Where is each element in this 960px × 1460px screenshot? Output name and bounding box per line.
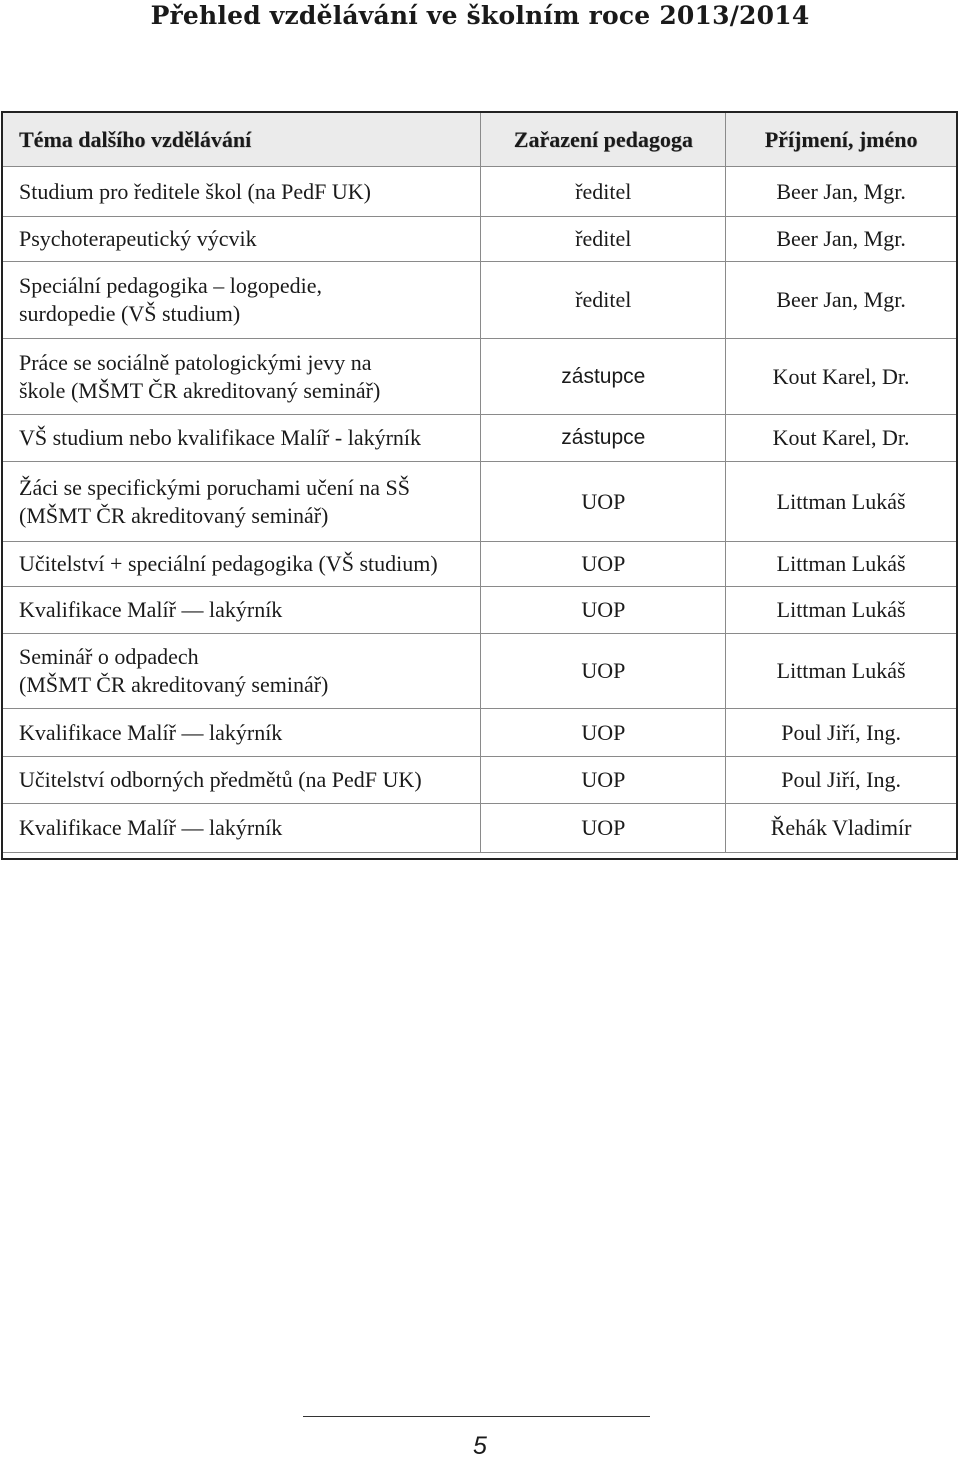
name-cell: Littman Lukáš — [726, 587, 957, 634]
topic-cell: Učitelství + speciální pedagogika (VŠ studium) — [3, 542, 481, 587]
topic-cell — [3, 262, 481, 339]
position-cell: UOP — [481, 634, 726, 709]
topic-cell: Psychoterapeutický výcvik — [3, 217, 481, 262]
topic-line: Žáci se specifickými poruchami učení na SŠ — [19, 474, 410, 500]
position-cell: zástupce — [481, 415, 726, 462]
topic-line: Speciální pedagogika – logopedie, — [19, 273, 323, 298]
name-cell: Řehák Vladimír — [726, 804, 957, 853]
position-cell: UOP — [481, 709, 726, 757]
column-header-name: Příjmení, jméno — [726, 113, 957, 167]
name-cell: Poul Jiří, Ing. — [726, 757, 957, 804]
topic-line: Seminář o odpadech — [19, 644, 199, 669]
topic-line: surdopedie (VŠ studium) — [19, 301, 241, 326]
table-row — [3, 415, 957, 462]
topic-cell — [3, 462, 481, 542]
table-row — [3, 804, 957, 853]
name-cell: Beer Jan, Mgr. — [726, 217, 957, 262]
name-cell: Littman Lukáš — [726, 542, 957, 587]
name-cell: Beer Jan, Mgr. — [726, 262, 957, 339]
table-row — [3, 339, 957, 415]
table-row — [3, 542, 957, 587]
name-cell: Littman Lukáš — [726, 462, 957, 542]
position-cell: UOP — [481, 804, 726, 853]
topic-cell: Studium pro ředitele škol (na PedF UK) — [3, 167, 481, 217]
position-cell: ředitel — [481, 262, 726, 339]
table-header-row — [3, 113, 957, 167]
name-cell: Kout Karel, Dr. — [726, 339, 957, 415]
topic-cell: Kvalifikace Malíř — lakýrník — [3, 804, 481, 853]
name-cell: Beer Jan, Mgr. — [726, 167, 957, 217]
topic-cell — [3, 339, 481, 415]
table-row — [3, 634, 957, 709]
table-row — [3, 757, 957, 804]
footer-divider — [303, 1416, 650, 1417]
topic-cell: Učitelství odborných předmětů (na PedF UK) — [3, 757, 481, 804]
position-cell: ředitel — [481, 167, 726, 217]
table-row — [3, 462, 957, 542]
topic-line: Práce se sociálně patologickými jevy na — [19, 349, 372, 375]
education-table — [2, 112, 957, 853]
name-cell: Poul Jiří, Ing. — [726, 709, 957, 757]
topic-cell: Kvalifikace Malíř — lakýrník — [3, 587, 481, 634]
table-row — [3, 709, 957, 757]
position-cell: UOP — [481, 757, 726, 804]
topic-cell: VŠ studium nebo kvalifikace Malíř - lakýrník — [3, 415, 481, 462]
table-row — [3, 262, 957, 339]
topic-line: (MŠMT ČR akreditovaný seminář) — [19, 672, 329, 697]
column-header-position: Zařazení pedagoga — [481, 113, 726, 167]
page-number: 5 — [473, 1432, 487, 1460]
position-cell: UOP — [481, 587, 726, 634]
topic-line: (MŠMT ČR akreditovaný seminář) — [19, 502, 329, 528]
table-row — [3, 587, 957, 634]
name-cell: Littman Lukáš — [726, 634, 957, 709]
position-cell: UOP — [481, 462, 726, 542]
column-header-topic: Téma dalšího vzdělávání — [3, 113, 481, 167]
table-row — [3, 217, 957, 262]
topic-line: škole (MŠMT ČR akreditovaný seminář) — [19, 377, 381, 403]
topic-cell: Kvalifikace Malíř — lakýrník — [3, 709, 481, 757]
position-cell: ředitel — [481, 217, 726, 262]
page-title: Přehled vzdělávání ve školním roce 2013/2014 — [150, 1, 810, 30]
position-cell: zástupce — [481, 339, 726, 415]
table-row — [3, 167, 957, 217]
name-cell: Kout Karel, Dr. — [726, 415, 957, 462]
topic-cell — [3, 634, 481, 709]
position-cell: UOP — [481, 542, 726, 587]
